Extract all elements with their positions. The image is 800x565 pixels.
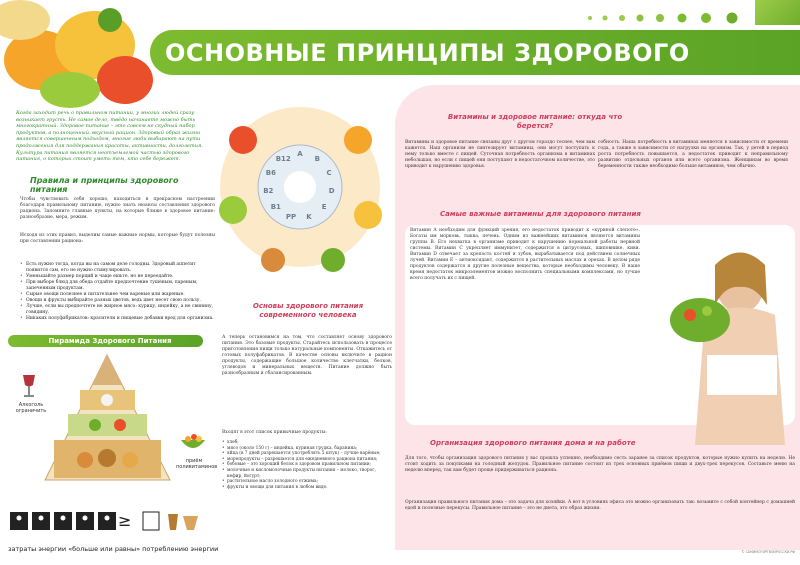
list-item: • Уменьшайте размер порций и чаще ешьте, но не переедайте. (20, 274, 215, 280)
activity-icons (8, 510, 218, 532)
list-item: • Лучше, если вы предпочтете не жирное мясо: курицу, индейку, а не свинину, говядину. (20, 304, 215, 316)
list-item: • мясо (около 150 г) – индейка, куриная грудка, баранина; (222, 446, 392, 452)
vitamin-letter: PP (285, 212, 297, 221)
energy-caption: затраты энергии «больше или равны» потреблению энергии (8, 545, 219, 553)
rules-paragraph-2: Исходя из этих правил, выделим самые важные нормы, которые будут полезны при составлении рациона: (20, 233, 215, 244)
vitamins-label: приём поливитаминов (176, 458, 218, 470)
section-heading-rules: Правила и принципы здорового питания (30, 176, 179, 194)
important-vitamins-text: Витамин A необходим для функций зрения, его недостаток приводит к «куриной слепоте». Богаты им морковь, тыква, печень. Одним из важнейших витаминов являются витамины группы B. Его нехватка в организме приводит к нарушению нормальной работы нервной системы. Витамин C укрепляет иммунитет, содержится в цитрусовых, шиповнике, киви. Витамин D отвечает за крепость костей и зубов, вырабатывается под действием солнечных лучей. Витамин E – антиоксидант, содержится в растительных маслах и орехах. В целом ряде продуктов содержатся и другие полезные вещества, которые необходимы человеку. В наше время недостаток микроэлементов можно восполнить специальными комплексами, но лучше всего получать их с пищей. (410, 228, 640, 281)
vitamin-letter: B2 (263, 186, 274, 195)
vitamins-paragraph-left: Витамины и здоровое питание связаны друг с другом гораздо теснее, чем вам кажется. Наш организм не синтезирует витамины, они могут поступать к нему только вместе с пищей. Суточная потребность организма в витаминах небольшая, но если с пищей они поступают в недостаточном количестве, это приводит к нарушению здоровья. (405, 140, 595, 169)
section-heading-important-vitamins: Самые важные витамины для здорового питания (440, 210, 641, 218)
list-item: • Овощи и фрукты выбирайте разных цветов, ведь цвет несет свою пользу. (20, 298, 215, 304)
woman-with-salad-image (645, 245, 795, 445)
list-item: • фрукты и овощи для питания в любом виде. (222, 485, 392, 491)
basics-paragraph: А теперь остановимся на том, что составляет основу здорового питания. Это базовые продукты. Старайтесь использовать в процессе приготовления пищи только натуральные компоненты. Откажитесь от готовых полуфабрикатов. В качестве основы включите в рацион продукты, содержащие большое количество клетчатки, белков, углеводов и минеральных веществ. Питание должно быть разнообразным и сбалансированным. (222, 335, 392, 376)
section-heading-basics: Основы здорового питания современного человека (252, 302, 364, 319)
vitamins-bowl-icon (178, 428, 208, 456)
food-pyramid (40, 350, 175, 485)
list-item: • яйца (в 7 дней разрешается употреблять 5 штук) – лучше варёные; (222, 451, 392, 457)
vitamin-letter: B (314, 155, 320, 164)
list-item: • морепродукты – разрешается для ежедневного рациона питания; (222, 457, 392, 463)
basics-list (222, 440, 392, 555)
vitamins-paragraph-right: собность. Наша потребность в витаминах меняется в зависимости от времени года, а также в зависимости от нагрузки на организм. Так, у детей в период роста потребность повышается, а недостаток приводит к неправильному развитию отдельных органов или всего организма. Женщинам во время беременности также необходимо больше витаминов, чем обычно. (598, 140, 788, 169)
vitamin-letter: B6 (265, 168, 276, 177)
vitamin-letter: A (297, 150, 303, 158)
list-item: • растительное масло холодного отжима; (222, 479, 392, 485)
intro-text: Когда заходит речь о правильном питании, у многих людей сразу возникает грусть. Не самое дело, твёдо начинаете можно быть многократный. Здоровое питание – это совсем не скудный набор продуктов, а полноценный, вкусный рацион. Здоровый образ жизни является совершенным подходом, многие люди выбирают на пути продолжения для поддержания красоты, активности, долголетия. Культура питания является неотъемлемой частью здорового питания, о которых стоит уметь тем, кто себе бережет. (16, 110, 203, 163)
vitamin-letter: E (321, 202, 327, 211)
basics-paragraph-2: Входят в этот список привычные продукты: (222, 430, 327, 435)
list-item: • хлеб; (222, 440, 392, 446)
page-title: ОСНОВНЫЕ ПРИНЦИПЫ ЗДОРОВОГО ПИТАНИЯ (165, 39, 690, 101)
vitamin-letter: D (328, 186, 335, 195)
vitamin-letter: C (326, 168, 332, 177)
vitamin-letter: K (306, 212, 312, 221)
vitamin-letter: B1 (270, 202, 281, 211)
section-heading-vitamins: Витамины и здоровое питание: откуда что берется? (447, 113, 623, 130)
rules-paragraph-1: Чтобы чувствовать себя хорошо, находиться в прекрасном настроении благодаря правильному питанию, нужно знать нюансы составления здорового рациона. Запомните главные пункты, на которые ближе в здоровое питание: разнообразие, мера, режим. (20, 197, 215, 220)
list-item: • Есть нужно тогда, когда вы на самом деле голодны. Здоровый аппетит появится сам, его не нужно стимулировать. (20, 262, 215, 274)
decorative-dots (580, 8, 800, 28)
list-item: • молочные и кисломолочные продукты питания – молоко, творог, кефир, йогурт; (222, 468, 392, 479)
list-item: • бобовые – это хороший белок в здоровом правильном питании; (222, 462, 392, 468)
organization-paragraph-2: Организация правильного питания дома – это задача для хозяйки. А вот в условиях офиса это можно организовать так: возьмите с собой контейнер с домашней едой и полезные перекусы. Правильное питание – это не диета, это образ жизни. (405, 500, 795, 511)
pyramid-title: Пирамида Здорового Питания (48, 337, 172, 345)
section-heading-organization: Организация здорового питания дома и на работе (430, 439, 636, 447)
alcohol-label: Алкоголь ограничить (15, 402, 47, 414)
vitamin-letter: B12 (275, 155, 291, 164)
vitamin-wheel (213, 100, 388, 275)
copyright: © САМИМОГИРТВОЙРОССКИ.РФ (741, 550, 795, 554)
organization-paragraph-1: Для того, чтобы организация здорового питания у вас прошла успешно, необходимо сесть заранее за список продуктов, которые нужно купить на неделю. Не стоит ходить за покупками на голодный желудок. Правильное питание состоит из трех основных приёмов пищи и двух-трех перекусов. Составьте меню на неделю вперед, так вам будет проще придерживаться рациона. (405, 456, 795, 473)
wine-glass-icon (20, 373, 38, 399)
list-item: • При выборе блюд для обеда отдайте предпочтение тушеным, пареным, запеченным продуктам. (20, 280, 215, 292)
fruit-illustration (0, 0, 155, 115)
list-item: • Сырые овощи полезнее и питательнее чем вареные или жареные. (20, 292, 215, 298)
geq-sign: ≥ (118, 511, 132, 530)
list-item: • Никаких полуфабрикатов: красители и пищевые добавки вред для организма. (20, 316, 215, 322)
